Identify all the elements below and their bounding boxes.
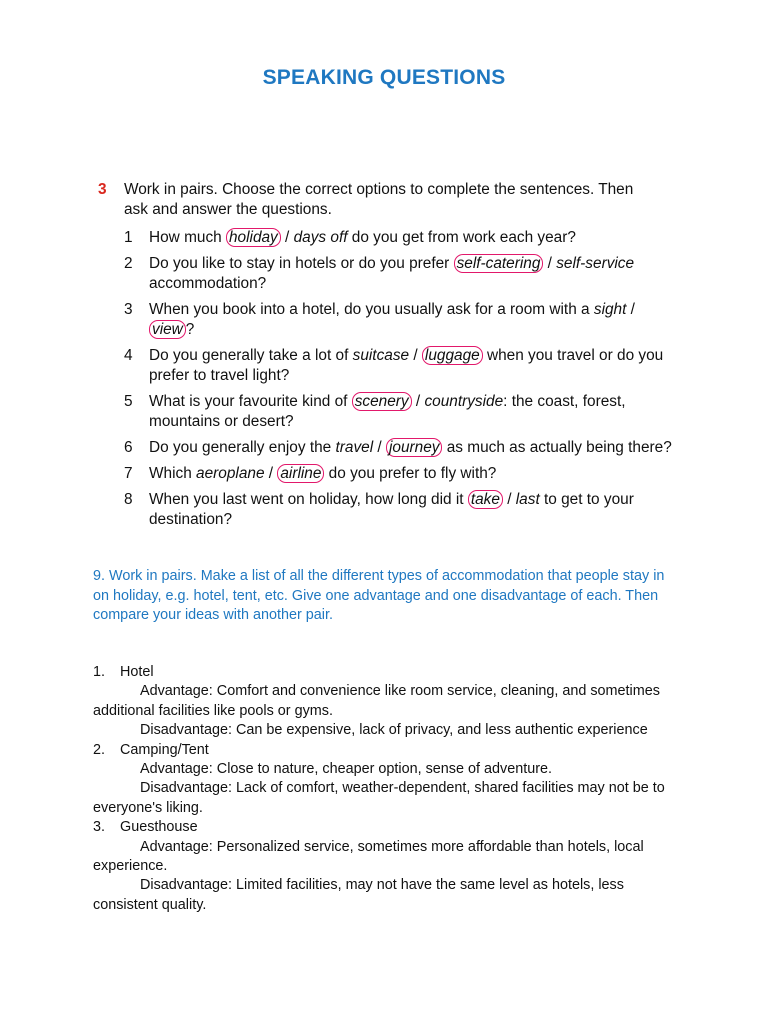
question-item [96, 346, 676, 386]
exercise-9-instruction: 9. Work in pairs. Make a list of all the different types of accommodation that people stay in on holiday, e.g. hotel, tent, etc. Give one advantage and one disadvantage of each. Then compare your ideas with another pair. [93, 568, 665, 623]
accommodation-name: Camping/Tent [120, 741, 209, 758]
circled-option: journey [386, 438, 442, 457]
circled-option: airline [277, 464, 324, 483]
option-separator: / [502, 491, 516, 508]
question-text: What is your favourite kind of [149, 393, 352, 410]
option: days off [293, 229, 348, 246]
option-separator: / [411, 393, 425, 410]
advantage-text: Advantage: Close to nature, cheaper option, sense of adventure. [140, 761, 553, 778]
option-separator: / [409, 347, 422, 364]
question-item [96, 228, 676, 248]
accommodation-name: Guesthouse [120, 819, 198, 836]
question-text: Do you generally take a lot of [149, 347, 353, 364]
question-number: 8 [124, 491, 133, 508]
question-number: 6 [124, 439, 133, 456]
question-number: 7 [124, 465, 133, 482]
circled-option: view [149, 320, 186, 339]
option: self-service [556, 255, 635, 272]
question-list [96, 228, 676, 530]
question-item [96, 438, 676, 458]
option: travel [335, 439, 374, 456]
question-text: Do you like to stay in hotels or do you prefer [149, 255, 454, 272]
circled-option: self-catering [454, 254, 544, 273]
question-text: to get to your destination? [149, 491, 634, 528]
item-number: 3. [93, 819, 106, 836]
question-text: How much [149, 229, 226, 246]
accommodation-name: Hotel [120, 664, 154, 680]
option: suitcase [352, 347, 410, 364]
question-item [96, 464, 676, 484]
question-text: When you book into a hotel, do you usually ask for a room with a [149, 301, 594, 318]
option-separator: / [373, 439, 386, 456]
question-item [96, 254, 676, 294]
question-text: ? [185, 321, 195, 338]
question-text: When you last went on holiday, how long did it [149, 491, 468, 508]
accommodation-item [93, 663, 683, 682]
circled-option: holiday [226, 228, 281, 247]
option: countryside [424, 393, 504, 410]
option-separator: / [280, 229, 294, 246]
option-separator: / [626, 301, 635, 318]
option-separator: / [264, 465, 278, 482]
option: aeroplane [196, 465, 265, 482]
question-text: as much as actually being there? [442, 439, 672, 456]
exercise-3 [96, 180, 676, 536]
question-number: 1 [124, 229, 133, 246]
disadvantage-text: Disadvantage: Limited facilities, may not have the same level as hotels, less consistent quality. [93, 877, 624, 913]
question-text: do you get from work each year? [347, 229, 576, 246]
advantage-text: Advantage: Comfort and convenience like room service, cleaning, and sometimes additional facilities like pools or gyms. [93, 683, 660, 719]
question-text: Which [149, 465, 197, 482]
item-number: 2. [93, 741, 106, 758]
question-item [96, 300, 676, 340]
item-number: 1. [93, 664, 106, 680]
accommodation-item [93, 818, 683, 837]
question-text: : the coast, forest, mountains or desert? [149, 393, 626, 430]
question-item [96, 392, 676, 432]
question-number: 3 [124, 301, 133, 318]
exercise-number: 3 [98, 181, 107, 198]
question-text: accommodation? [149, 275, 267, 292]
question-number: 4 [124, 347, 133, 364]
advantage-text: Advantage: Personalized service, sometimes more affordable than hotels, local experience. [93, 838, 644, 875]
answer-list [93, 663, 683, 915]
question-number: 5 [124, 393, 133, 410]
question-text: do you prefer to fly with? [324, 465, 497, 482]
disadvantage-text: Disadvantage: Can be expensive, lack of privacy, and less authentic experience [140, 722, 648, 739]
instruction-line-1: Work in pairs. Choose the correct options to complete the sentences. Then [124, 181, 634, 198]
question-number: 2 [124, 255, 133, 272]
circled-option: luggage [422, 346, 483, 365]
exercise-3-instruction [96, 180, 676, 220]
option: sight [593, 301, 627, 318]
circled-option: take [468, 490, 503, 509]
circled-option: scenery [352, 392, 412, 411]
question-item [96, 490, 676, 530]
option-separator: / [543, 255, 557, 272]
disadvantage-text: Disadvantage: Lack of comfort, weather-dependent, shared facilities may not be to everyone's liking. [93, 780, 665, 816]
question-text: when you travel or do you prefer to travel light? [149, 347, 664, 384]
accommodation-item [93, 741, 683, 760]
option: last [515, 491, 540, 508]
instruction-line-2: ask and answer the questions. [124, 201, 332, 218]
question-text: Do you generally enjoy the [149, 439, 336, 456]
page-title: SPEAKING QUESTIONS [262, 66, 506, 89]
